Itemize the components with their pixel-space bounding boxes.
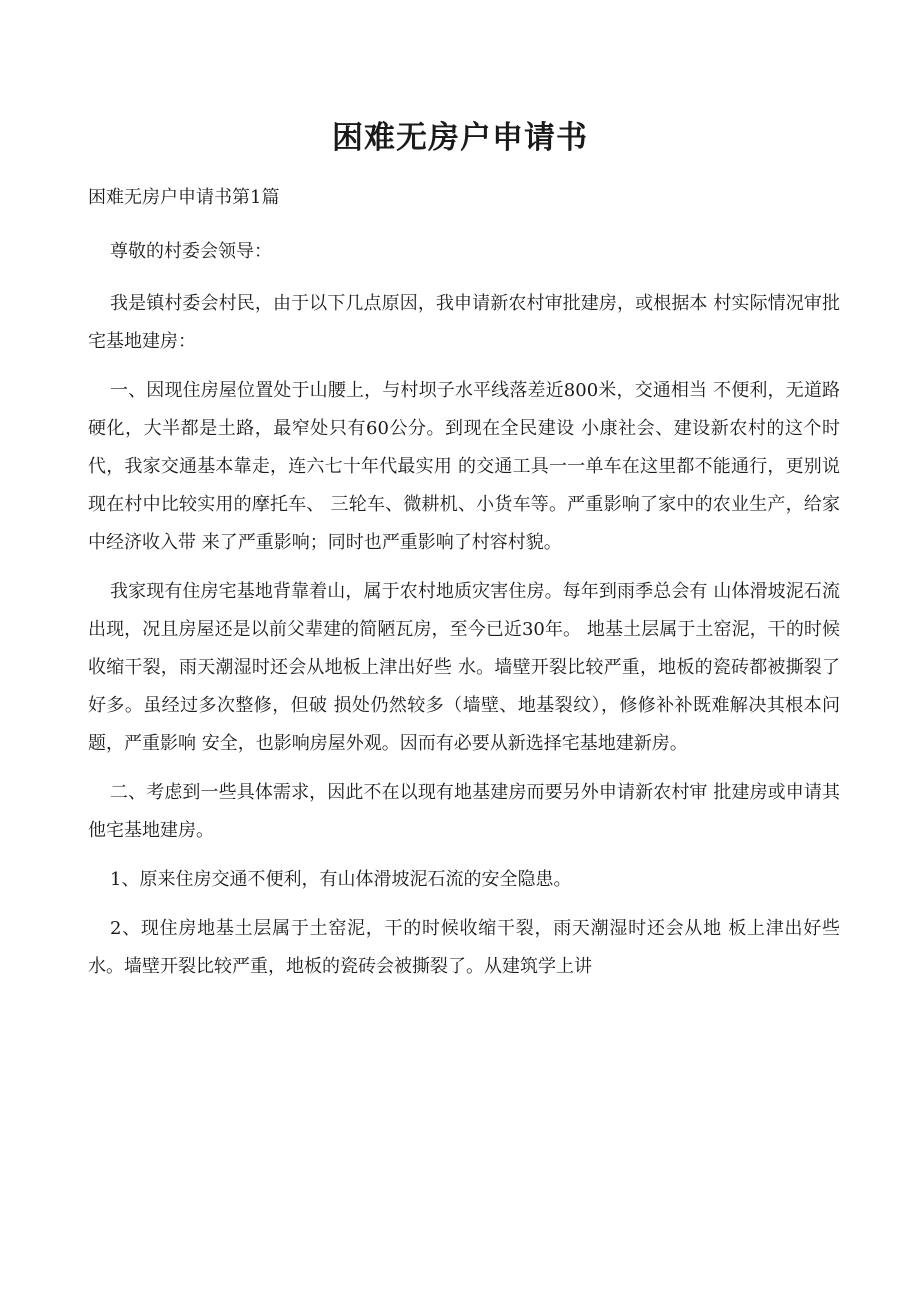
paragraph-house-condition: 我家现有住房宅基地背靠着山，属于农村地质灾害住房。每年到雨季总会有 山体滑坡泥石流出现，况且房屋还是以前父辈建的简陋瓦房，至今已近30年。 地基土层属于土窑泥，干的时候收缩干裂，雨天潮湿时还会从地板上津出好些 水。墙壁开裂比较严重，地板的瓷砖都被撕裂了好多。虽经过多次整修，但破 损处仍然较多（墙壁、地基裂纹），修修补补既难解决其根本问题，严重影响 安全，也影响房屋外观。因而有必要从新选择宅基地建新房。 [88,581,840,754]
paragraph-point-one: 1、原来住房交通不便利，有山体滑坡泥石流的安全隐患。 [110,869,572,890]
paragraph-intro: 我是镇村委会村民，由于以下几点原因，我申请新农村审批建房，或根据本 村实际情况审批宅基地建房： [88,293,840,352]
document-body [88,233,840,997]
paragraph-reason-two: 二、考虑到一些具体需求，因此不在以现有地基建房而要另外申请新农村审 批建房或申请其他宅基地建房。 [88,782,840,841]
document-title: 困难无房户申请书 [332,120,588,156]
document-subtitle: 困难无房户申请书第1篇 [88,187,280,208]
paragraph-salutation: 尊敬的村委会领导： [110,241,272,262]
paragraph-point-two: 2、现住房地基土层属于土窑泥，干的时候收缩干裂，雨天潮湿时还会从地 板上津出好些水。墙壁开裂比较严重，地板的瓷砖会被撕裂了。从建筑学上讲 [88,918,840,977]
paragraph-reason-one: 一、因现住房屋位置处于山腰上，与村坝子水平线落差近800米，交通相当 不便利，无道路硬化，大半都是土路，最窄处只有60公分。到现在全民建设 小康社会、建设新农村的这个时代，我家交通基本靠走，连六七十年代最实用 的交通工具一一单车在这里都不能通行，更别说现在村中比较实用的摩托车、 三轮车、微耕机、小货车等。严重影响了家中的农业生产，给家中经济收入带 来了严重影响；同时也严重影响了村容村貌。 [88,380,840,553]
